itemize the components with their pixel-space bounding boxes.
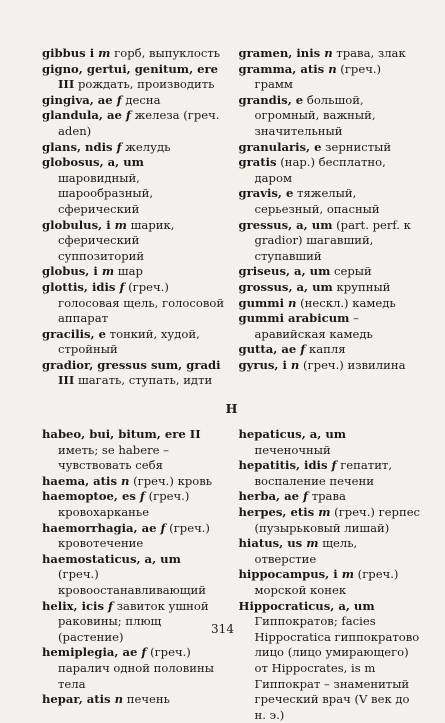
entry-gender: f	[125, 108, 131, 123]
entry-headword: gramma, atis	[238, 61, 329, 76]
dictionary-entry	[239, 140, 422, 156]
dictionary-entry	[42, 264, 225, 280]
section-letter: H	[225, 401, 238, 417]
entry-gender: f	[160, 520, 166, 535]
dictionary-entry	[42, 140, 225, 156]
entry-headword: habeo, bui, bitum, ere II	[42, 427, 201, 442]
top-left-column	[42, 46, 225, 389]
entry-headword: herpes, etis	[238, 505, 319, 520]
entry-definition: завиток ушной раковины; плющ (растение)	[58, 598, 209, 644]
dictionary-entry	[239, 264, 422, 280]
bottom-section	[42, 427, 421, 723]
entry-definition: шаровидный, шарообразный, сферический	[58, 170, 154, 216]
entry-definition: (греч.) паралич одной половины тела	[58, 645, 214, 691]
entry-definition: гепатит, воспаление печени	[254, 458, 393, 488]
dictionary-entry	[239, 280, 422, 296]
dictionary-entry	[239, 186, 422, 217]
entry-gender: m	[306, 536, 319, 551]
entry-definition: (греч.) извилина	[299, 357, 406, 372]
entry-definition: (греч.) герпес (пузырьковый лишай)	[254, 505, 421, 535]
dictionary-entry	[239, 358, 422, 374]
dictionary-entry	[42, 358, 225, 389]
entry-headword: hemiplegia, ae	[42, 645, 142, 660]
dictionary-entry	[42, 280, 225, 327]
entry-headword: gigno, gertui, genitum, ere III	[42, 61, 219, 92]
entry-gender: m	[98, 46, 111, 60]
page-number: 314	[211, 622, 234, 636]
entry-definition: Гиппократов; facies Hippocratica гиппократово лицо (лицо умирающего) от Hippocrates, is m Гиппократ – знаменитый греческий врач (V век до н. э.)	[254, 614, 420, 722]
entry-definition: (греч.) голосовая щель, голосовой аппарат	[58, 279, 225, 326]
entry-gender: n	[324, 46, 333, 60]
entry-headword: herba, ae	[238, 489, 304, 504]
dictionary-entry	[239, 505, 422, 536]
entry-definition: (part. perf. к gradior) шагавший, ступавший	[254, 217, 411, 263]
entry-headword: grossus, a, um	[238, 279, 333, 294]
entry-headword: hepar, atis	[42, 692, 115, 707]
entry-headword: gummi arabicum	[238, 311, 350, 326]
entry-definition: железа (греч. aden)	[58, 108, 220, 138]
entry-headword: gramen, inis	[238, 46, 325, 60]
dictionary-entry	[239, 427, 422, 458]
entry-headword: hepaticus, a, um	[238, 427, 347, 442]
entry-headword: hiatus, us	[238, 536, 307, 551]
entry-definition: (нар.) бесплатно, даром	[254, 155, 386, 185]
dictionary-entry	[239, 489, 422, 505]
entry-headword: hippocampus, i	[238, 567, 342, 582]
entry-gender: n	[290, 357, 300, 372]
entry-definition: печеночный	[254, 442, 331, 457]
entry-headword: Hippocraticus, a, um	[238, 598, 375, 613]
dictionary-entry	[42, 489, 225, 520]
entry-headword: helix, icis	[42, 598, 109, 613]
entry-headword: glandula, ae	[42, 108, 126, 123]
dictionary-entry	[42, 46, 225, 62]
entry-gender: f	[300, 342, 306, 357]
dictionary-entry	[239, 458, 422, 489]
entry-definition: капля	[305, 342, 346, 357]
entry-gender: f	[331, 458, 337, 473]
dictionary-entry	[239, 93, 422, 140]
entry-headword: gressus, a, um	[238, 217, 333, 232]
entry-definition: тонкий, худой, стройный	[58, 326, 200, 357]
top-section	[42, 46, 421, 389]
entry-definition: (греч.) кровохарканье	[58, 489, 190, 520]
entry-gender: f	[139, 489, 145, 504]
entry-gender: f	[116, 139, 122, 154]
dictionary-entry	[42, 474, 225, 490]
entry-definition: (греч.) кровоостанавливающий	[58, 567, 206, 597]
dictionary-entry	[239, 62, 422, 93]
top-right-column	[239, 46, 422, 389]
entry-definition: (греч.) грамм	[254, 61, 382, 92]
dictionary-entry	[42, 155, 225, 217]
entry-definition: большой, огромный, важный, значительный	[254, 92, 376, 138]
entry-definition: (греч.) кровь	[129, 473, 213, 488]
dictionary-entry	[42, 427, 225, 474]
bottom-left-column	[42, 427, 225, 723]
entry-definition: (греч.) морской конек	[254, 567, 399, 597]
dictionary-entry	[239, 218, 422, 265]
entry-gender: m	[341, 567, 354, 582]
entry-headword: globosus, a, um	[42, 155, 144, 170]
bottom-right-column	[239, 427, 422, 723]
entry-definition: горб, выпуклость	[110, 46, 221, 60]
dictionary-entry	[239, 46, 422, 62]
entry-definition: щель, отверстие	[254, 536, 358, 566]
dictionary-entry	[42, 327, 225, 358]
entry-definition: иметь; se habere – чувствовать себя	[58, 442, 169, 473]
dictionary-entry	[42, 645, 225, 692]
entry-gender: f	[141, 645, 147, 660]
entry-headword: gradior, gressus sum, gradi III	[42, 357, 221, 388]
entry-gender: f	[119, 279, 125, 294]
entry-headword: griseus, a, um	[238, 264, 331, 279]
entry-definition: желудь	[121, 139, 171, 154]
entry-definition: рождать, производить	[74, 77, 215, 92]
dictionary-entry	[239, 342, 422, 358]
entry-headword: haemoptoe, es	[42, 489, 140, 504]
entry-gender: n	[328, 61, 337, 76]
entry-headword: gutta, ae	[238, 342, 301, 357]
dictionary-entry	[239, 155, 422, 186]
dictionary-entry	[42, 218, 225, 265]
entry-definition: десна	[121, 92, 161, 107]
dictionary-entry	[239, 567, 422, 598]
entry-gender: m	[101, 264, 115, 279]
entry-gender: m	[114, 217, 127, 232]
entry-definition: зернистый	[321, 139, 392, 154]
entry-definition: шагать, ступать, идти	[74, 373, 213, 388]
dictionary-entry	[239, 599, 422, 723]
dictionary-entry	[42, 108, 225, 139]
entry-definition: трава, злак	[332, 46, 406, 60]
entry-definition: – аравийская камедь	[254, 311, 373, 341]
entry-gender: f	[116, 92, 122, 107]
entry-headword: haemostaticus, a, um	[42, 551, 181, 566]
entry-definition: трава	[308, 489, 346, 504]
entry-headword: haemorrhagia, ae	[42, 520, 161, 535]
entry-gender: f	[303, 489, 309, 504]
entry-headword: granularis, e	[238, 139, 322, 154]
dictionary-entry	[239, 311, 422, 342]
dictionary-entry	[239, 296, 422, 312]
entry-headword: gingiva, ae	[42, 92, 117, 107]
entry-gender: n	[121, 473, 130, 488]
dictionary-entry	[42, 93, 225, 109]
dictionary-entry	[42, 62, 225, 93]
entry-definition: (греч.) кровотечение	[58, 520, 210, 551]
dictionary-entry	[42, 692, 225, 708]
entry-gender: n	[288, 295, 297, 310]
entry-definition: печень	[123, 692, 170, 707]
entry-definition: шар	[114, 264, 143, 279]
entry-gender: m	[318, 505, 331, 520]
entry-headword: hepatitis, idis	[238, 458, 332, 473]
entry-gender: n	[114, 692, 124, 707]
entry-headword: gibbus i	[42, 46, 99, 60]
entry-definition: крупный	[332, 279, 391, 294]
entry-headword: gyrus, i	[238, 357, 291, 372]
entry-headword: gummi	[238, 295, 289, 310]
entry-headword: grandis, e	[238, 92, 304, 107]
entry-definition: тяжелый, серьезный, опасный	[254, 186, 380, 216]
entry-headword: glottis, idis	[42, 279, 120, 294]
entry-headword: gracilis, e	[42, 326, 106, 341]
entry-headword: haema, atis	[42, 473, 122, 488]
entry-headword: gravis, e	[238, 186, 294, 201]
dictionary-entry	[239, 536, 422, 567]
entry-headword: globus, i	[42, 264, 102, 279]
entry-headword: globulus, i	[42, 217, 115, 232]
entry-headword: glans, ndis	[42, 139, 117, 154]
entry-headword: gratis	[238, 155, 277, 170]
entry-definition: шарик, сферический суппозиторий	[58, 217, 175, 263]
entry-gender: f	[108, 598, 114, 613]
dictionary-entry	[42, 552, 225, 599]
entry-definition: серый	[330, 264, 372, 279]
entry-definition: (нескл.) камедь	[296, 295, 396, 310]
dictionary-entry	[42, 521, 225, 552]
